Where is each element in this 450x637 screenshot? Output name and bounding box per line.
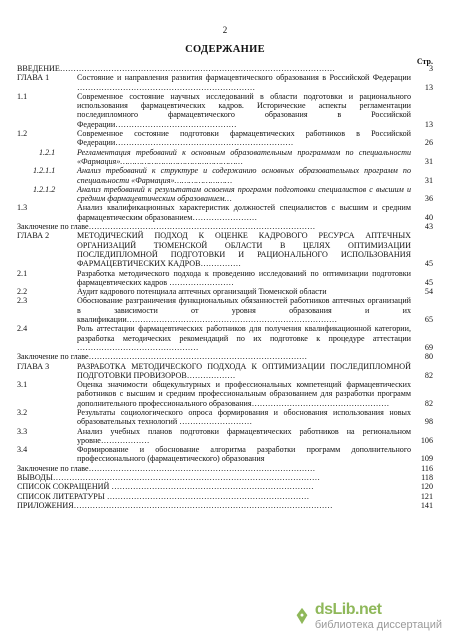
page-column-label: Стр. [416,57,433,66]
toc-entry-title: Анализ требований к результатам освоения программ подготовки специалистов с высшим и средним фармацевтическим образованием… [77,184,411,204]
watermark-subtitle: библиотека диссертаций [314,619,442,631]
toc-entry-title: Формирование и обоснование алгоритма разработки программ дополнительного профессионального (фармацевтического) образования [77,445,411,464]
toc-entry-number: 1.2.1 [39,147,56,157]
toc-entry-number: 1.1 [17,91,28,101]
page-number: 2 [222,25,228,35]
toc-entry-title: ВЫВОДЫ……………………………………………………………………………………… [17,473,320,483]
toc-entry-title: СПИСОК СОКРАЩЕНИЙ ………………………………………………………………… [17,482,314,492]
toc-entry-page: 106 [420,435,433,445]
toc-entry-title: Роль аттестации фармацевтических работников для получения квалификационной категории, разработка методических рекомендаций по их подготовке к процедуре аттестации ……………………………………… [77,324,411,352]
toc-entry-title: РАЗРАБОТКА МЕТОДИЧЕСКОГО ПОДХОДА К ОПТИМИЗАЦИИ ПОСЛЕДИПЛОМНОЙ ПОДГОТОВКИ ПРОВИЗОРОВ……………… [77,361,411,380]
toc-entry [17,380,433,408]
watermark-logo: dsLib.net [314,601,382,618]
toc-entry [17,222,433,231]
toc-entry-page: 26 [424,138,433,148]
toc-entry-number: 2.2 [17,287,28,297]
toc-entry-title: Заключение по главе………………………………………………………………………… [17,222,316,232]
toc-entry [17,287,433,296]
toc-entry-page: 65 [424,315,433,325]
toc-entry [17,427,433,446]
toc-entry-title: Обоснование разграничения функциональных обязанностей работников аптечных организаций в зависимости от уровня образования и их квалификации…………………………………………………………………… [77,296,411,325]
toc-entry-number: 1.2 [17,129,28,139]
toc-entry [17,501,433,510]
toc-entry-page: 45 [424,277,433,287]
toc-entry [17,473,433,482]
toc-entry-number: ГЛАВА 2 [17,231,50,241]
toc-entry-title: Современное состояние подготовки фармацевтических работников в Российской Федерации………………………………………………………… [77,129,411,148]
toc-entry-title: Разработка методического подхода к проведению исследований по оптимизации подготовки фармацевтических кадров …………………… [77,268,411,287]
toc-entry-number: ГЛАВА 1 [17,73,50,83]
toc-entry [17,482,433,491]
toc-entry [17,352,433,361]
toc-entry-page: 69 [424,342,433,352]
toc-entry-page: 82 [424,398,433,408]
toc-entry-title: Заключение по главе……………………………………………………………………… [17,352,308,362]
toc-entry-page: 31 [424,156,433,166]
toc-entry [17,166,433,185]
toc-entry [17,203,433,222]
toc-entry [17,324,433,352]
toc-entry [17,129,433,148]
toc-title: СОДЕРЖАНИЕ [185,44,265,55]
toc-entry [17,362,433,381]
toc-entry [17,296,433,324]
toc-entry-number: ГЛАВА 3 [17,361,50,371]
toc-entry-page: 54 [424,287,433,297]
toc-entry [17,445,433,464]
toc-entry-title: МЕТОДИЧЕСКИЙ ПОДХОД К ОЦЕНКЕ КАДРОВОГО РЕСУРСА АПТЕЧНЫХ ОРГАНИЗАЦИЙ ТЮМЕНСКОЙ ОБЛАСТИ В ЦЕЛЯХ ОПТИМИЗАЦИИ ПОСЛЕДИПЛОМНОЙ ПОДГОТОВКИ И РАЦИОНАЛЬНОГО ИСПОЛЬЗОВАНИЯ ФАРМАЦЕВТИЧЕСКИХ КАДРОВ…………… [77,231,411,269]
toc-entry-page: 80 [424,352,433,362]
toc-entry [17,464,433,473]
toc-entry-title: ВВЕДЕНИЕ………………………………………………………………………………………… [17,64,336,73]
toc-entry [17,92,433,129]
toc-entry-title: Регламентация требований к основным образовательным программам по специальности «Фармация»…………………………………………… [77,147,411,166]
toc-entry-page: 40 [424,212,433,222]
toc-entry [17,73,433,92]
toc-entry-number: 2.4 [17,324,28,334]
table-of-contents [17,64,433,510]
toc-entry-page: 31 [424,175,433,185]
toc-entry-page: 13 [424,119,433,129]
toc-entry-number: 1.2.1.1 [33,166,56,176]
toc-entry-number: 2.3 [17,296,28,306]
toc-entry-page: 43 [424,222,433,232]
toc-entry [17,148,433,167]
toc-entry [17,185,433,204]
pen-nib-icon [293,607,311,625]
toc-entry-title: Анализ квалификационных характеристик должностей специалистов с высшим и средним фармацевтическим образованием…………………… [77,203,411,222]
toc-entry-page: 120 [420,482,433,492]
toc-entry-page: 121 [420,491,433,501]
toc-entry-page: 109 [420,454,433,464]
toc-entry-page: 82 [424,370,433,380]
toc-entry-number: 3.3 [17,426,28,436]
toc-entry-page: 116 [421,463,433,473]
toc-entry-number: 3.4 [17,445,28,455]
toc-entry-title: Современное состояние научных исследований в области подготовки и рационального использования фармацевтических кадров. Исторические аспекты регламентации последипломного фармацевтического образования в Российской Федерации……………………………………… [77,91,411,129]
toc-entry [17,492,433,501]
toc-entry-page: 3 [428,64,433,73]
toc-entry [17,408,433,427]
toc-entry-title: Анализ требований к структуре и содержанию основных образовательных программ по специальности «Фармация»…………………… [77,166,411,185]
toc-entry-title: Аудит кадрового потенциала аптечных организаций Тюменской области [77,287,327,297]
toc-entry-number: 1.2.1.2 [33,184,56,194]
toc-entry-title: ПРИЛОЖЕНИЯ…………………………………………………………………………………… [17,500,333,510]
toc-entry-title: Состояние и направления развития фармацевтического образования в Российской Федерации ………………………………………………………… [77,73,411,92]
toc-entry [17,269,433,288]
toc-entry-page: 36 [424,194,433,204]
toc-entry-title: Анализ учебных планов подготовки фармацевтических работников на региональном уровне……………… [77,426,411,445]
toc-entry-title: Оценка значимости общекультурных и профессиональных компетенций фармацевтических работников с высшим и средним профессиональным образованием для разработки программ дополнительного профессионального образования…………………………………………… [77,380,411,408]
toc-entry-page: 141 [420,500,433,510]
toc-entry-title: Результаты социологического опроса формирования и обоснования использования новых образовательных технологий ……………………… [77,407,411,427]
toc-entry-page: 45 [424,259,433,269]
toc-entry-number: 3.2 [17,407,28,417]
toc-entry-number: 2.1 [17,268,28,278]
toc-entry-page: 13 [424,82,433,92]
toc-entry-number: 1.3 [17,203,28,213]
toc-entry [17,231,433,268]
toc-entry-title: Заключение по главе………………………………………………………………………… [17,463,316,473]
toc-entry-page: 118 [421,473,433,483]
watermark [293,601,442,631]
toc-entry-page: 98 [424,417,433,427]
toc-entry-number: 3.1 [17,380,28,390]
toc-entry [17,64,433,73]
toc-entry-title: СПИСОК ЛИТЕРАТУРЫ ………………………………………………………………… [17,491,310,501]
